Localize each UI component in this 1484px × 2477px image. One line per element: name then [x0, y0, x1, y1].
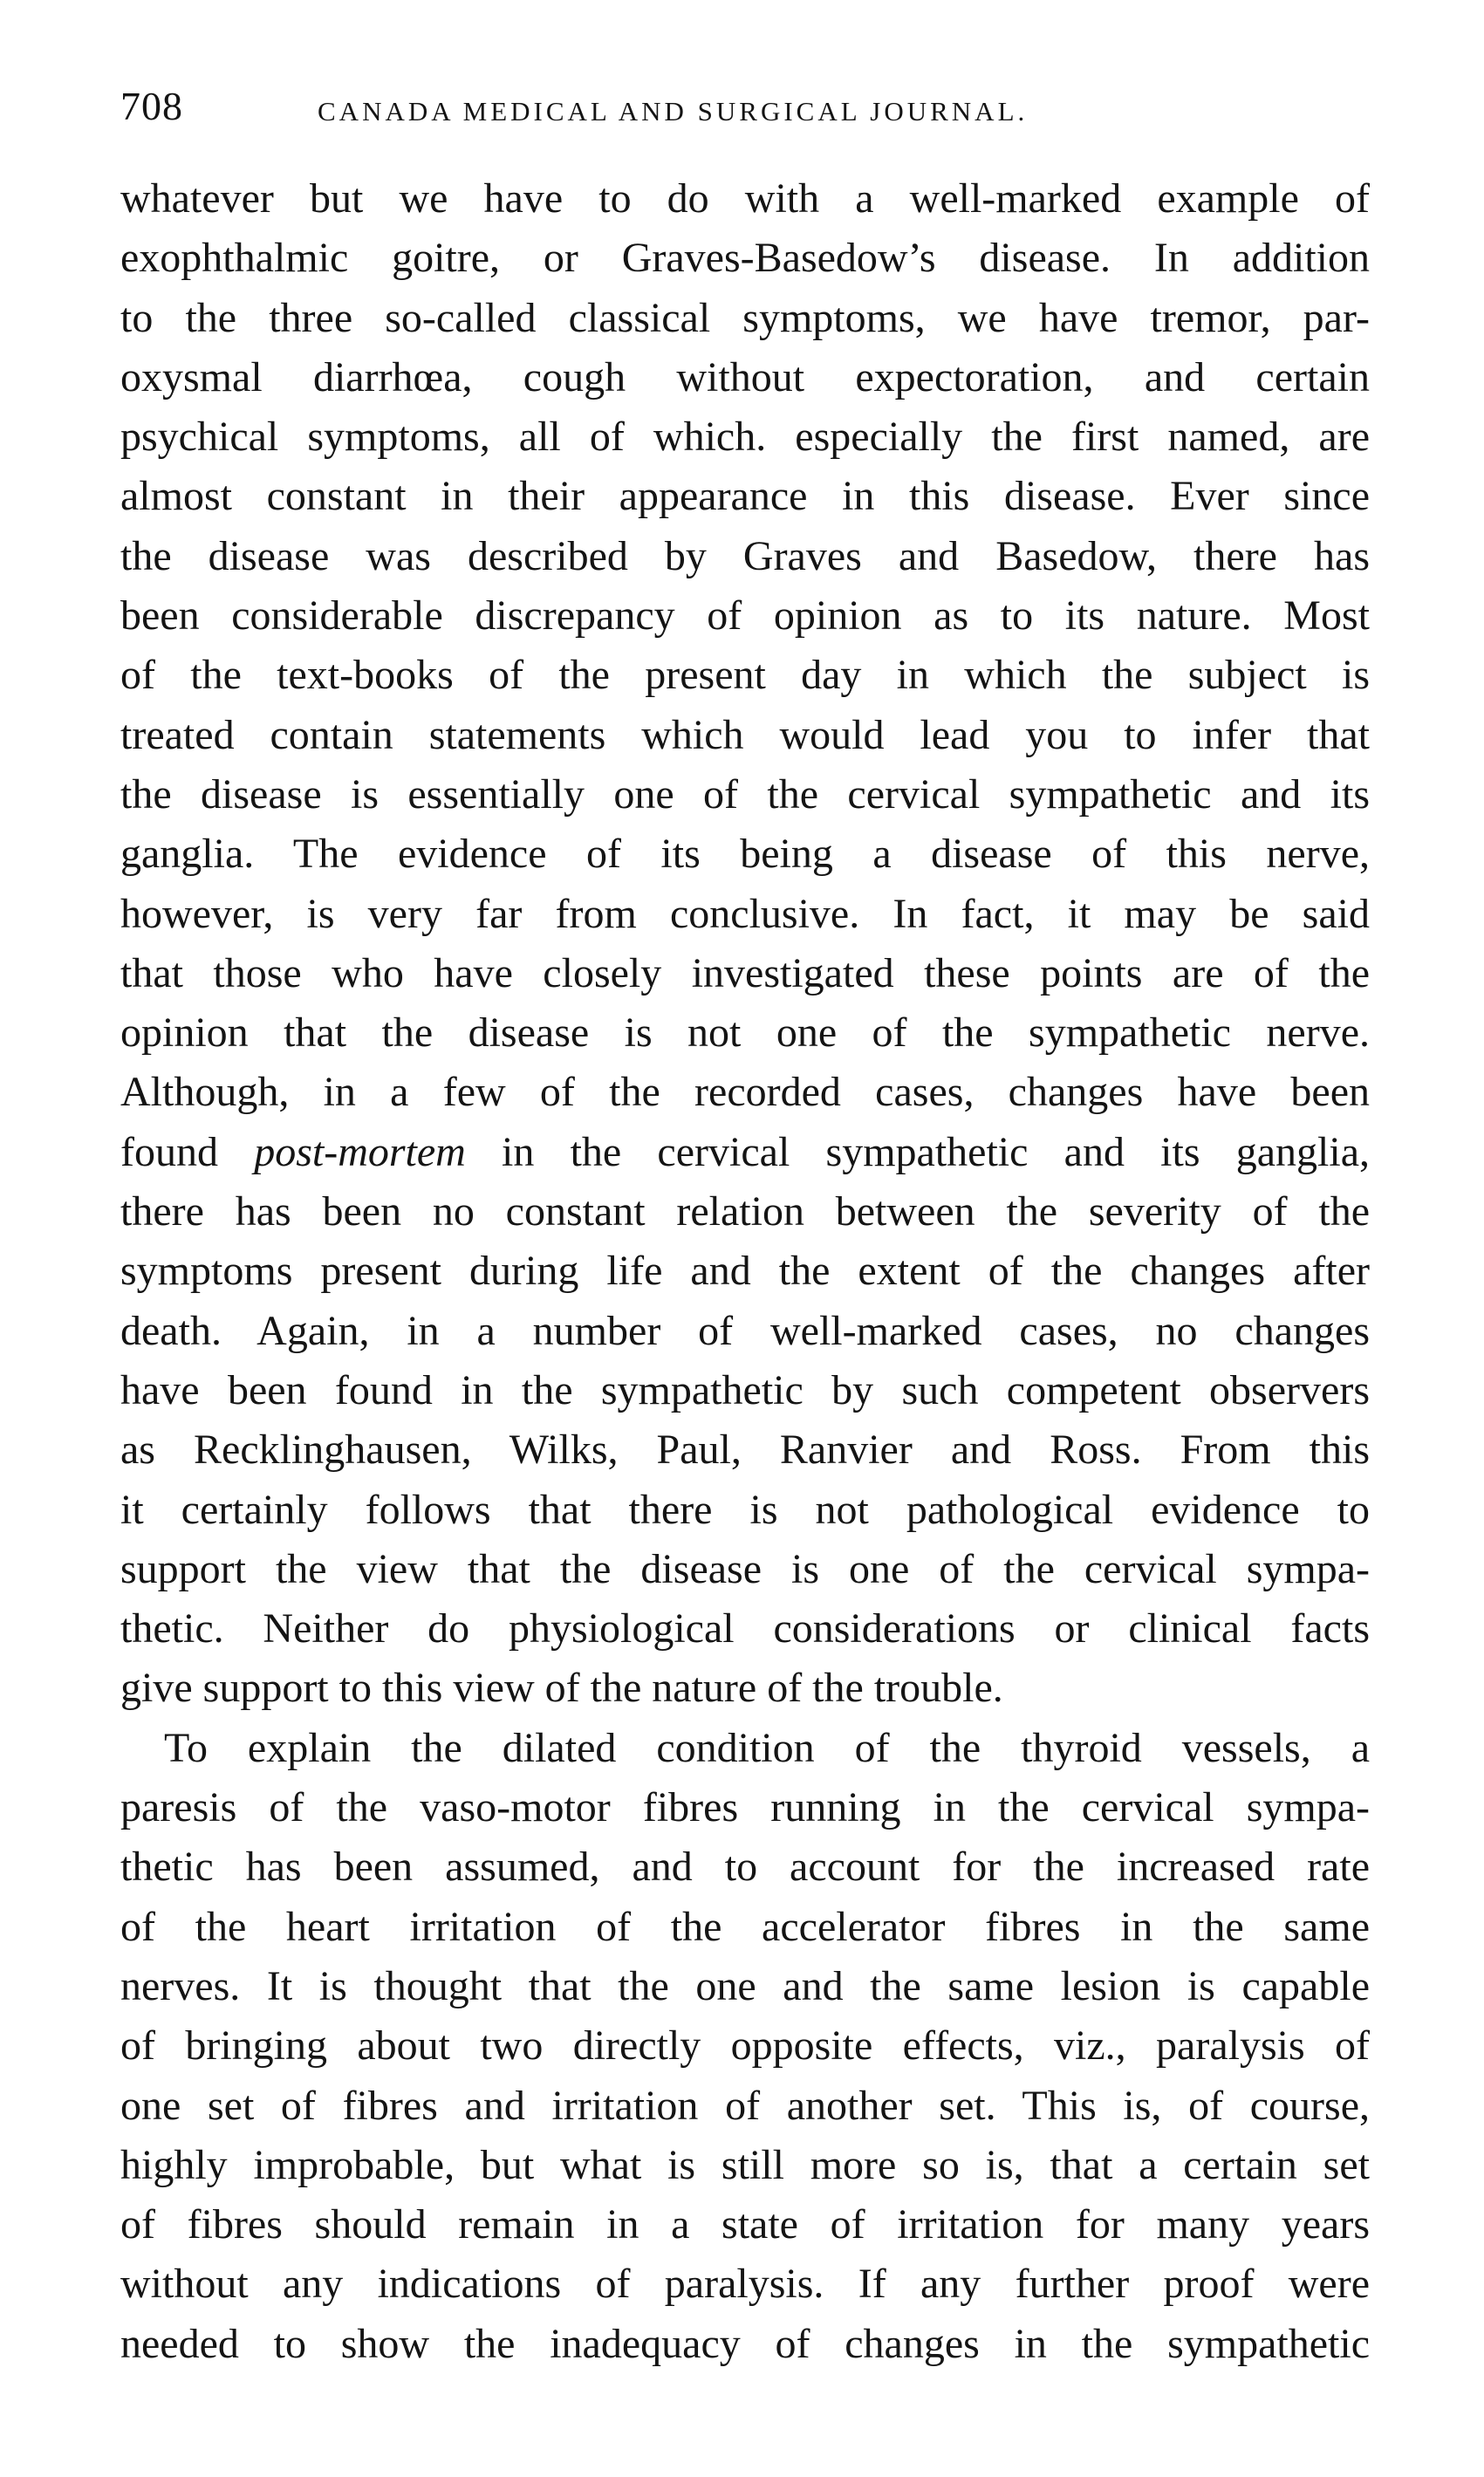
text-line: however, is very far from conclusive. In fact, it may be said	[120, 890, 1370, 937]
text-line: there has been no constant relation between the severity of the	[120, 1188, 1370, 1235]
text-line: nerves. It is thought that the one and the same lesion is capable	[120, 1962, 1370, 2009]
text-line: the disease is essentially one of the cervical sympathetic and its	[120, 770, 1370, 818]
text-line: paresis of the vaso-motor fibres running in the cervical sympa-	[120, 1784, 1370, 1831]
text-line: thetic. Neither do physiological considerations or clinical facts	[120, 1605, 1370, 1652]
italic-term: post-mortem	[254, 1128, 466, 1175]
paragraph-1	[120, 169, 1370, 1719]
text-segment: found	[120, 1128, 255, 1175]
text-line: whatever but we have to do with a well-marked example of	[120, 175, 1370, 222]
text-line: almost constant in their appearance in this disease. Ever since	[120, 473, 1370, 520]
text-line: treated contain statements which would lead you to infer that	[120, 711, 1370, 758]
page-header	[120, 80, 1385, 133]
text-line: have been found in the sympathetic by such competent observers	[120, 1366, 1370, 1413]
paragraph-2	[120, 1719, 1370, 2374]
text-line: To explain the dilated condition of the thyroid vessels, a	[164, 1724, 1370, 1771]
text-line: exophthalmic goitre, or Graves-Basedow’s disease. In addition	[120, 235, 1370, 282]
text-line: the disease was described by Graves and Basedow, there has	[120, 532, 1370, 579]
body-text	[120, 169, 1370, 2374]
text-line: as Recklinghausen, Wilks, Paul, Ranvier and Ross. From this	[120, 1427, 1370, 1474]
text-line: needed to show the inadequacy of changes in the sympathetic	[120, 2320, 1370, 2367]
text-line: thetic has been assumed, and to account for the increased rate	[120, 1844, 1370, 1891]
text-line: to the three so-called classical symptoms, we have tremor, par-	[120, 294, 1370, 341]
text-line: psychical symptoms, all of which. especially the first named, are	[120, 414, 1370, 461]
text-line: it certainly follows that there is not pathological evidence to	[120, 1486, 1370, 1533]
text-line: Although, in a few of the recorded cases, changes have been	[120, 1069, 1370, 1116]
text-line-with-italic	[120, 1123, 1370, 1182]
text-line: death. Again, in a number of well-marked cases, no changes	[120, 1307, 1370, 1354]
page-number: 708	[120, 84, 183, 128]
text-line: one set of fibres and irritation of another set. This is, of course,	[120, 2082, 1370, 2129]
text-line: that those who have closely investigated these points are of the	[120, 949, 1370, 996]
text-line: been considerable discrepancy of opinion as to its nature. Most	[120, 592, 1370, 640]
text-line: of the text-books of the present day in which the subject is	[120, 652, 1370, 699]
text-line: symptoms present during life and the extent of the changes after	[120, 1248, 1370, 1295]
text-segment: in the cervical sympathetic and its ganglia,	[465, 1128, 1370, 1175]
text-line: of the heart irritation of the accelerator fibres in the same	[120, 1903, 1370, 1950]
text-line: ganglia. The evidence of its being a disease of this nerve,	[120, 831, 1370, 878]
text-line: without any indications of paralysis. If any further proof were	[120, 2261, 1370, 2308]
text-line: opinion that the disease is not one of the sympathetic nerve.	[120, 1009, 1370, 1057]
text-line: of fibres should remain in a state of irritation for many years	[120, 2201, 1370, 2248]
text-line: of bringing about two directly opposite effects, viz., paralysis of	[120, 2022, 1370, 2070]
text-line: highly improbable, but what is still more so is, that a certain set	[120, 2141, 1370, 2188]
text-line: give support to this view of the nature of the trouble.	[120, 1665, 1003, 1712]
text-line: oxysmal diarrhœa, cough without expectoration, and certain	[120, 353, 1370, 400]
running-head: CANADA MEDICAL AND SURGICAL JOURNAL.	[318, 96, 1029, 127]
text-line: support the view that the disease is one of the cervical sympa-	[120, 1545, 1370, 1592]
